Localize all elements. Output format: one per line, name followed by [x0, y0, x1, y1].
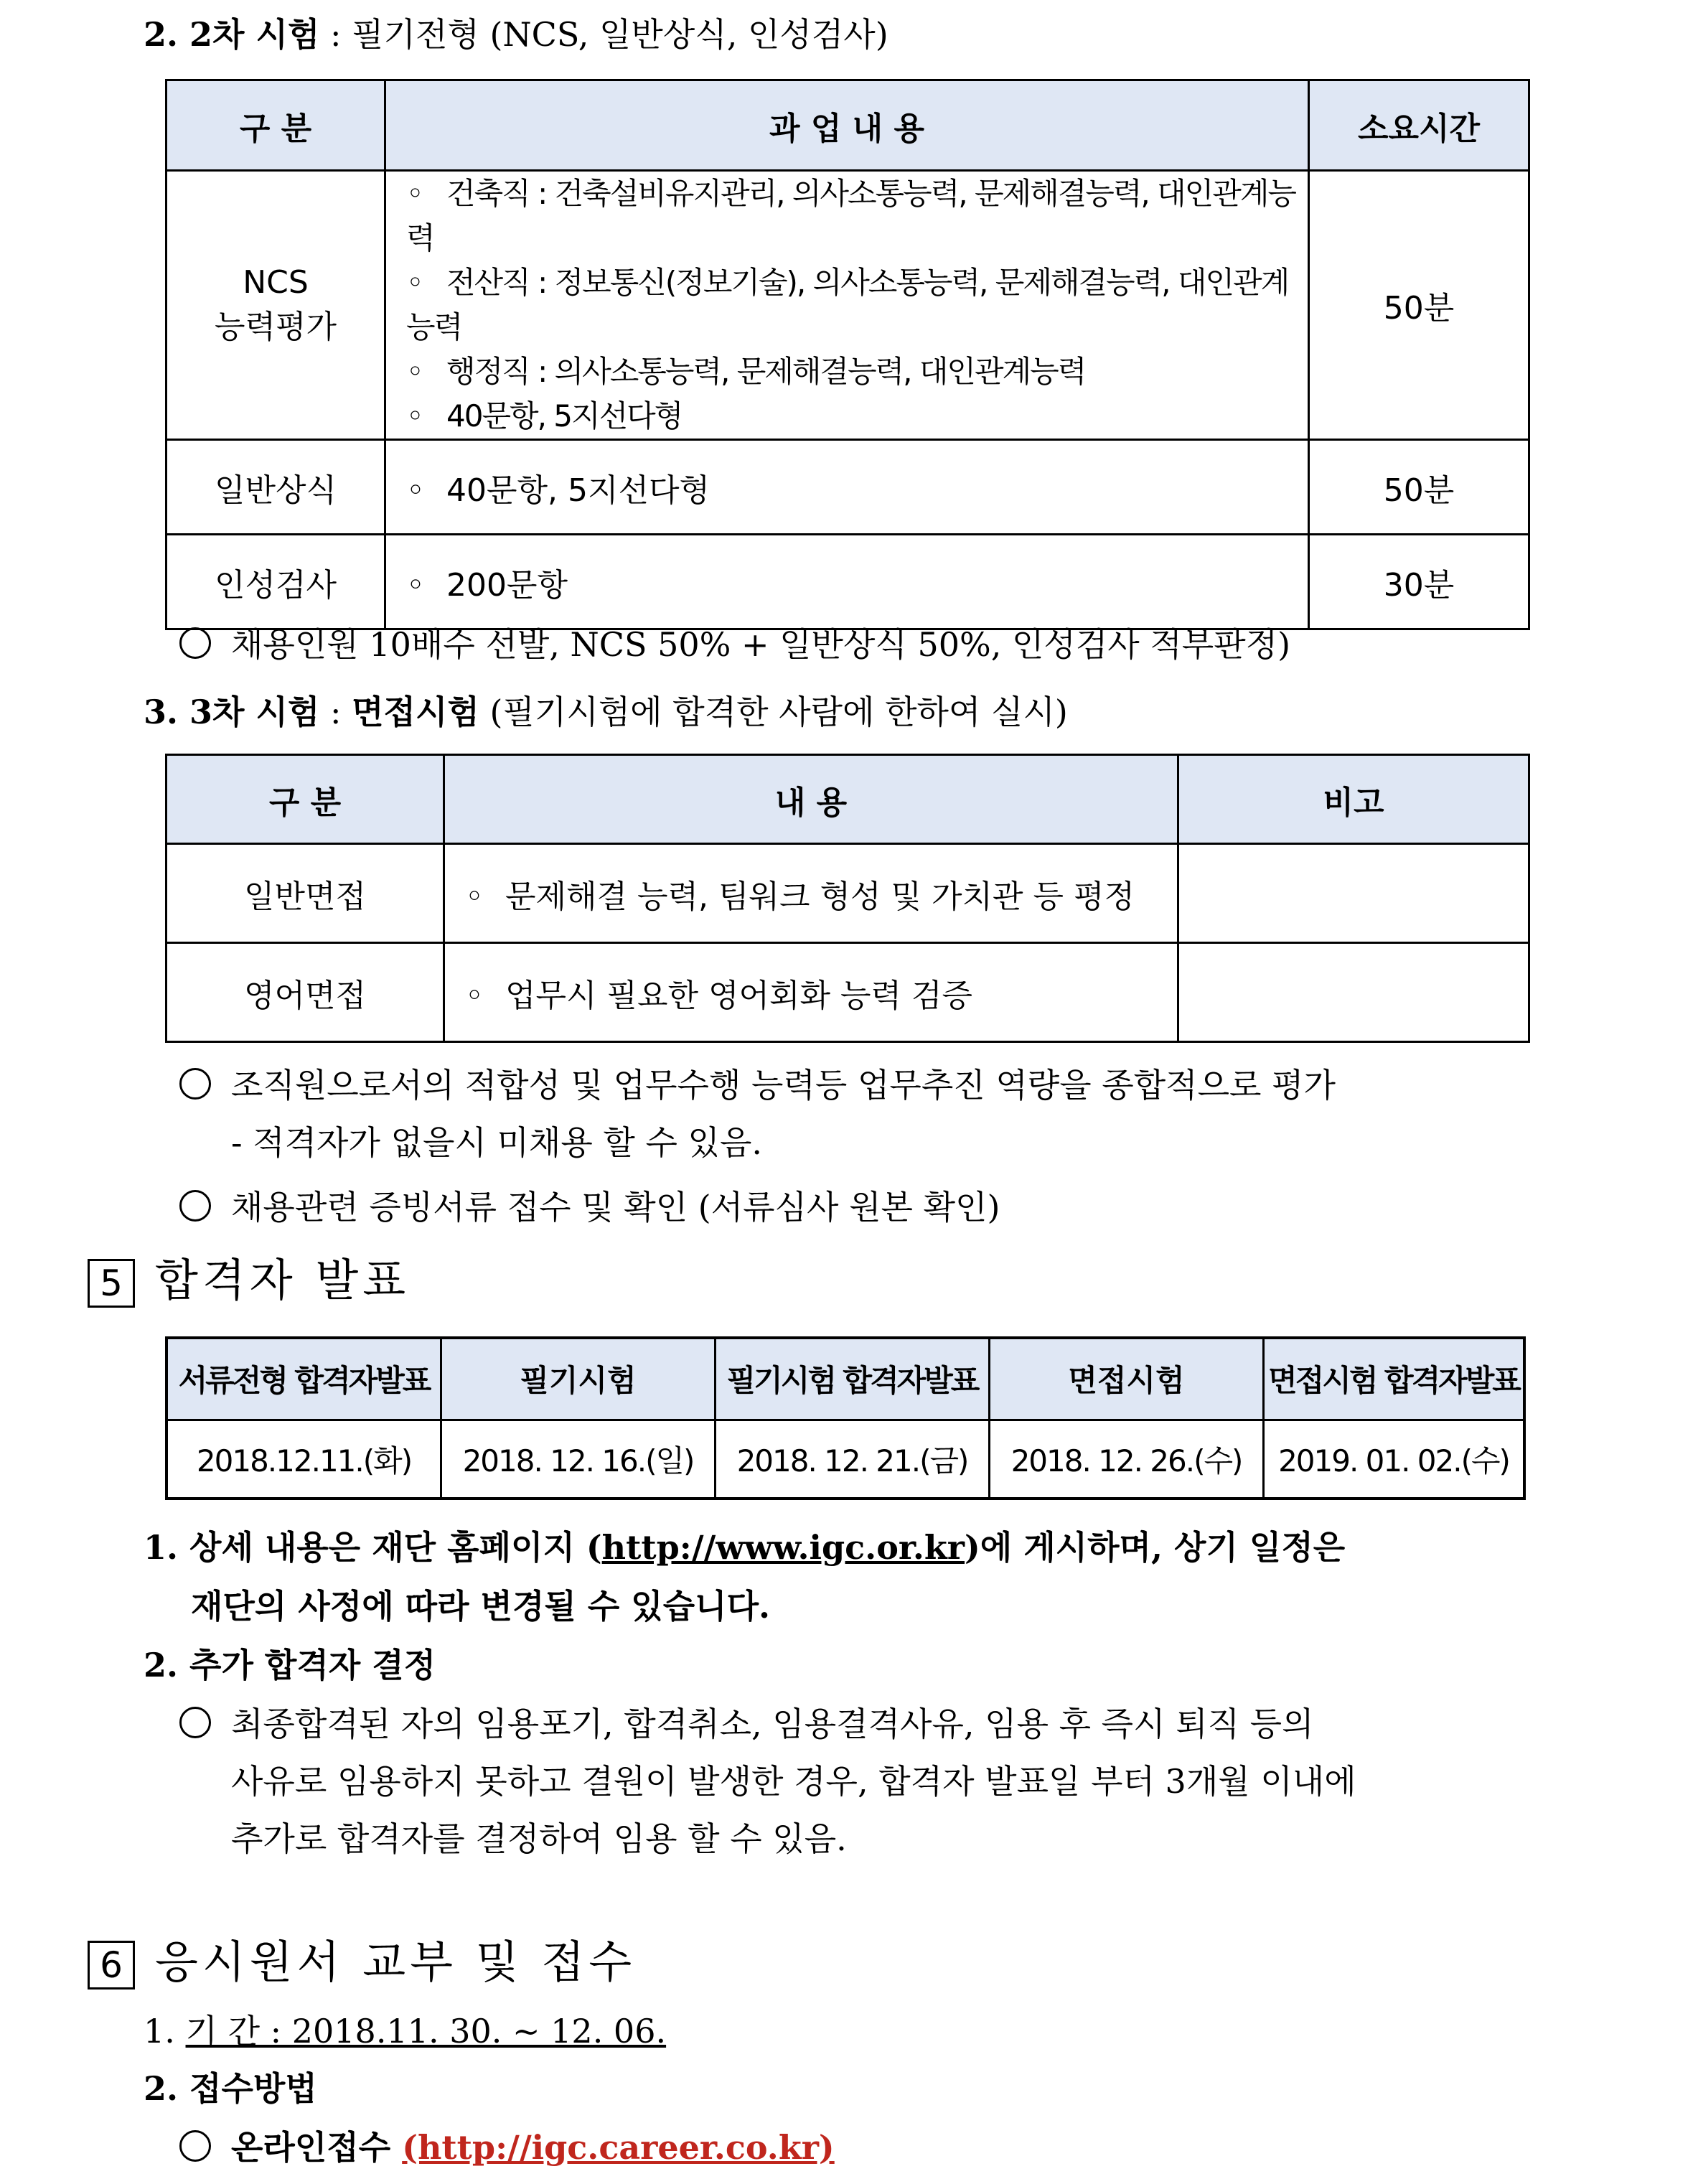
website-notice-suffix: )에 게시하며, 상기 일정은 [965, 1528, 1346, 1567]
duration-cell: 50분 [1309, 440, 1529, 535]
application-period [144, 2010, 666, 2053]
header-interview-result: 면접시험 합격자발표 [1264, 1338, 1525, 1420]
table-header-row [167, 1338, 1524, 1420]
content-cell [385, 440, 1309, 535]
content-cell [444, 844, 1178, 943]
additional-pass-title: 2. 추가 합격자 결정 [144, 1646, 436, 1684]
content-cell [444, 943, 1178, 1042]
duration-cell: 50분 [1309, 171, 1529, 440]
bullet-icon: ◦ [465, 878, 484, 915]
application-method-title: 2. 접수방법 [144, 2069, 317, 2108]
heading-6-title: 응시원서 교부 및 접수 [155, 1936, 637, 1988]
section-3-separator: : [319, 693, 352, 731]
list-item-text: 건축직 : 건축설비유지관리, 의사소통능력, 문제해결능력, 대인관계능력 [406, 176, 1295, 256]
website-notice [144, 1526, 1345, 1569]
table-row [167, 535, 1529, 629]
note-cell [1178, 844, 1529, 943]
header-duration: 소요시간 [1309, 80, 1529, 171]
online-application-link[interactable]: (http://igc.career.co.kr) [402, 2128, 835, 2167]
table-row [167, 171, 1529, 440]
category-cell: 일반면접 [167, 844, 444, 943]
date-cell: 2018. 12. 26.(수) [990, 1420, 1264, 1499]
list-item [406, 394, 1308, 439]
document-note [179, 1186, 1000, 1229]
website-notice-prefix: 1. 상세 내용은 재단 홈페이지 ( [144, 1528, 602, 1567]
header-note: 비고 [1178, 755, 1529, 844]
bullet-icon: ◦ [406, 176, 423, 211]
bullet-icon: ◦ [406, 566, 425, 604]
section-3-title-bold: 면접시험 [352, 693, 479, 731]
circle-bullet-icon [179, 627, 211, 659]
heading-5-title: 합격자 발표 [155, 1254, 411, 1306]
header-written-exam: 필기시험 [441, 1338, 716, 1420]
bullet-icon: ◦ [465, 977, 484, 1014]
announcement-schedule-table [165, 1336, 1526, 1500]
selection-note [179, 623, 1290, 666]
category-line: 능력평가 [214, 308, 337, 345]
table-row [167, 943, 1529, 1042]
bullet-icon: ◦ [406, 472, 425, 509]
section-2-separator: : [319, 15, 352, 54]
table-row [167, 844, 1529, 943]
header-document-result: 서류전형 합격자발표 [167, 1338, 441, 1420]
list-item-text: 전산직 : 정보통신(정보기술), 의사소통능력, 문제해결능력, 대인관계능력 [406, 265, 1289, 345]
list-item-text: 문제해결 능력, 팀워크 형성 및 가치관 등 평정 [505, 878, 1135, 915]
content-cell [385, 171, 1309, 440]
header-content: 과 업 내 용 [385, 80, 1309, 171]
additional-pass-line: 추가로 합격자를 결정하여 임용 할 수 있음. [231, 1819, 847, 1858]
additional-pass-line: 최종합격된 자의 임용포기, 합격취소, 임용결격사유, 임용 후 즉시 퇴직 등의 [231, 1705, 1314, 1743]
circle-bullet-icon [179, 2130, 211, 2162]
header-category: 구 분 [167, 80, 385, 171]
header-written-result: 필기시험 합격자발표 [716, 1338, 990, 1420]
content-cell [385, 535, 1309, 629]
category-cell: 영어면접 [167, 943, 444, 1042]
date-cell: 2018.12.11.(화) [167, 1420, 441, 1499]
header-content: 내 용 [444, 755, 1178, 844]
circle-bullet-icon [179, 1190, 211, 1222]
list-item [406, 261, 1308, 350]
header-interview: 면접시험 [990, 1338, 1264, 1420]
date-cell: 2018. 12. 16.(일) [441, 1420, 716, 1499]
heading-6 [88, 1934, 636, 1991]
additional-pass-text [179, 1702, 1314, 1745]
date-cell: 2018. 12. 21.(금) [716, 1420, 990, 1499]
circle-bullet-icon [179, 1707, 211, 1738]
section-3-title [144, 690, 1068, 734]
heading-5 [88, 1252, 410, 1309]
table-header-row [167, 755, 1529, 844]
section-3-title-rest: (필기시험에 합격한 사람에 한하여 실시) [479, 693, 1068, 731]
section-2-text: 필기전형 (NCS, 일반상식, 인성검사) [352, 15, 888, 54]
evaluation-note-text: 조직원으로서의 적합성 및 업무수행 능력등 업무추진 역량을 종합적으로 평가 [231, 1066, 1336, 1105]
list-item-text: 40문항, 5지선다형 [446, 398, 683, 433]
list-item [406, 350, 1308, 394]
additional-pass-line: 사유로 임용하지 못하고 결원이 발생한 경우, 합격자 발표일 부터 3개월 이내에 [231, 1762, 1356, 1801]
online-application [179, 2126, 835, 2169]
category-cell [167, 171, 385, 440]
date-cell: 2019. 01. 02.(수) [1264, 1420, 1525, 1499]
list-item [406, 172, 1308, 261]
header-category: 구 분 [167, 755, 444, 844]
list-item-text: 행정직 : 의사소통능력, 문제해결능력, 대인관계능력 [446, 354, 1086, 389]
list-item-text: 업무시 필요한 영어회화 능력 검증 [505, 977, 972, 1014]
section-3-number: 3. 3차 시험 [144, 693, 320, 731]
list-item-text: 40문항, 5지선다형 [446, 472, 710, 509]
interview-table [165, 754, 1530, 1043]
evaluation-note [179, 1064, 1336, 1107]
homepage-link[interactable]: http://www.igc.or.kr [601, 1528, 965, 1567]
bullet-icon: ◦ [406, 354, 423, 389]
website-notice-line2: 재단의 사정에 따라 변경될 수 있습니다. [191, 1587, 771, 1626]
section-2-title [144, 13, 888, 56]
table-row [167, 440, 1529, 535]
online-application-label: 온라인접수 [231, 2128, 391, 2167]
document-note-text: 채용관련 증빙서류 접수 및 확인 (서류심사 원본 확인) [231, 1188, 1000, 1227]
category-cell: 일반상식 [167, 440, 385, 535]
category-line: NCS [243, 263, 309, 301]
table-row [167, 1420, 1524, 1499]
section-2-number: 2. 2차 시험 [144, 15, 320, 54]
bullet-icon: ◦ [406, 265, 423, 300]
selection-note-text: 채용인원 10배수 선발, NCS 50% + 일반상식 50%, 인성검사 적부판정) [231, 625, 1291, 664]
list-item-text: 200문항 [446, 566, 568, 604]
table-header-row [167, 80, 1529, 171]
evaluation-subnote: - 적격자가 없을시 미채용 할 수 있음. [231, 1123, 763, 1162]
application-period-text: 기 간 : 2018.11. 30. ~ 12. 06. [185, 2012, 667, 2051]
category-cell: 인성검사 [167, 535, 385, 629]
bullet-icon: ◦ [406, 398, 423, 433]
heading-5-number: 5 [88, 1259, 135, 1308]
duration-cell: 30분 [1309, 535, 1529, 629]
application-period-number: 1. [144, 2012, 186, 2051]
heading-6-number: 6 [88, 1941, 135, 1989]
note-cell [1178, 943, 1529, 1042]
circle-bullet-icon [179, 1068, 211, 1100]
written-exam-table [165, 79, 1530, 630]
